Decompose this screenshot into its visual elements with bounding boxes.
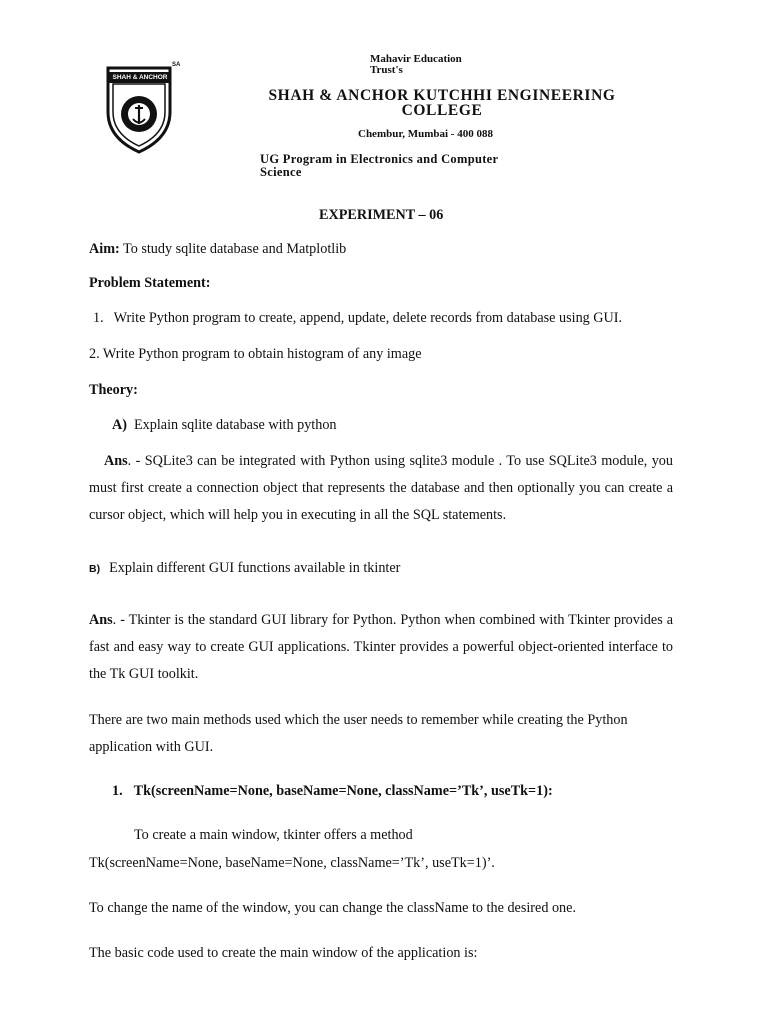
question-b (89, 555, 400, 583)
method-item-1 (112, 778, 553, 805)
logo-text: SHAH & ANCHOR (112, 74, 168, 81)
problem-item-2: 2. Write Python program to obtain histogram of any image (89, 346, 422, 362)
problem-item-1-text: Write Python program to create, append, update, delete records from database using GUI. (113, 310, 623, 326)
methods-paragraph: There are two main methods used which the user needs to remember while creating the Python application with GUI. (89, 712, 628, 755)
experiment-title: EXPERIMENT – 06 (319, 207, 444, 223)
answer-a-text: . - SQLite3 can be integrated with Python using sqlite3 module . To use SQLite3 module, you must first create a connection object that represents the database and then optionally you can create a cursor object, which will help you in executing in all the SQL statements. (89, 453, 673, 523)
trust-name-line2: Trust's (370, 64, 403, 76)
college-address: Chembur, Mumbai - 400 088 (358, 128, 493, 140)
question-b-label: B) (89, 563, 101, 575)
answer-b-paragraph (89, 607, 673, 688)
program-line2: Science (260, 165, 302, 179)
problem-statement-heading: Problem Statement: (89, 275, 211, 291)
question-b-text: Explain different GUI functions available in tkinter (109, 560, 401, 576)
problem-item-1-number: 1. (93, 310, 104, 326)
method-item-1-number: 1. (112, 783, 123, 799)
classname-paragraph: To change the name of the window, you can change the className to the desired one. (89, 900, 576, 916)
method-item-1-text: Tk(screenName=None, baseName=None, className=’Tk’, useTk=1): (133, 783, 553, 799)
method-item-1-desc-line1: To create a main window, tkinter offers a method (134, 827, 413, 843)
question-a-label: A) (112, 417, 127, 433)
college-name-line1: SHAH & ANCHOR KUTCHHI ENGINEERING (268, 87, 616, 104)
answer-b-text: . - Tkinter is the standard GUI library for Python. Python when combined with Tkinter provides a fast and easy way to create GUI applications. Tkinter provides a powerful object-oriented interface to the Tk GUI toolkit. (89, 612, 673, 682)
theory-heading: Theory: (89, 382, 138, 398)
aim-line (89, 236, 346, 263)
program-line1: UG Program in Electronics and Computer (260, 152, 499, 166)
college-name-line2: COLLEGE (401, 102, 483, 119)
basic-code-paragraph: The basic code used to create the main window of the application is: (89, 945, 478, 961)
question-a (112, 412, 337, 439)
trust-name-line1: Mahavir Education (370, 53, 462, 65)
problem-item-1 (93, 305, 622, 332)
college-logo (104, 62, 181, 156)
answer-b-label: Ans (89, 612, 113, 628)
aim-label: Aim: (89, 241, 120, 257)
answer-a-paragraph (89, 448, 673, 529)
method-item-1-desc-line2: Tk(screenName=None, baseName=None, className=’Tk’, useTk=1)’. (89, 855, 495, 871)
logo-superscript: SA (172, 62, 181, 68)
answer-a-label: Ans (104, 453, 128, 469)
aim-text: To study sqlite database and Matplotlib (119, 241, 347, 257)
question-a-text: Explain sqlite database with python (133, 417, 337, 433)
